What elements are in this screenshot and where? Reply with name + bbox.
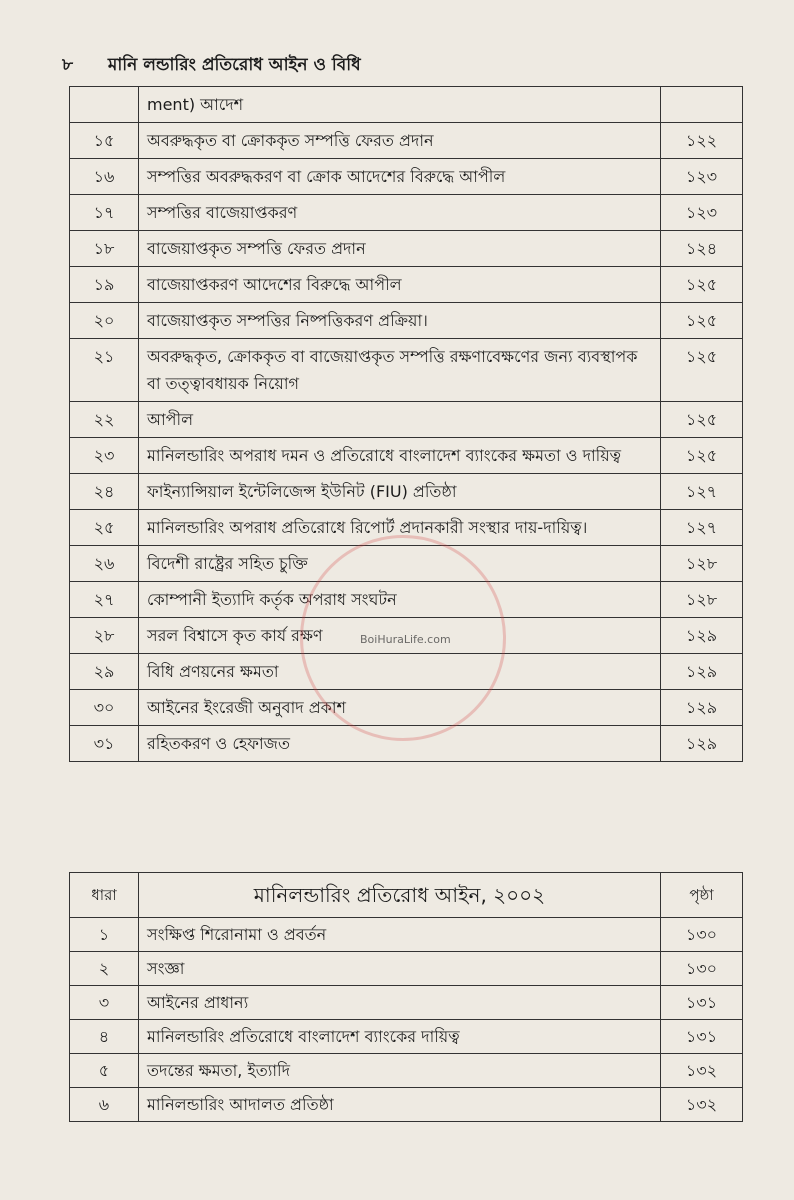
toc-table-act-2002: [69, 872, 743, 1122]
page-number-cell: ১৩০: [661, 952, 743, 986]
section-title-cell: আপীল: [139, 402, 661, 438]
section-number-cell: ২৫: [70, 510, 139, 546]
page-number-cell: ১২৮: [661, 582, 743, 618]
section-number-cell: ১৫: [70, 123, 139, 159]
table-row: [70, 1054, 743, 1088]
page-number-cell: ১২৯: [661, 726, 743, 762]
section-title-cell: বাজেয়াপ্তকরণ আদেশের বিরুদ্ধে আপীল: [139, 267, 661, 303]
section-title-cell: মানিলন্ডারিং প্রতিরোধে বাংলাদেশ ব্যাংকের দায়িত্ব: [139, 1020, 661, 1054]
table-row: [70, 402, 743, 438]
section-number-cell: ৫: [70, 1054, 139, 1088]
section-title-cell: মানিলন্ডারিং অপরাধ প্রতিরোধে রিপোর্ট প্রদানকারী সংস্থার দায়-দায়িত্ব।: [139, 510, 661, 546]
section-title-cell: আইনের প্রাধান্য: [139, 986, 661, 1020]
section-number-cell: ২: [70, 952, 139, 986]
page-number-cell: ১২৯: [661, 654, 743, 690]
section-number-cell: ১৮: [70, 231, 139, 267]
table-row: [70, 231, 743, 267]
table-row: [70, 195, 743, 231]
section-number-cell: ১৭: [70, 195, 139, 231]
page-header: [62, 52, 361, 80]
section-title-cell: অবরুদ্ধকৃত, ক্রোককৃত বা বাজেয়াপ্তকৃত সম্পত্তি রক্ষণাবেক্ষণের জন্য ব্যবস্থাপক বা তত্ত্বাবধায়ক নিয়োগ: [139, 339, 661, 402]
page-number-cell: [661, 87, 743, 123]
table-row: [70, 474, 743, 510]
page-number-cell: ১৩১: [661, 986, 743, 1020]
table-row: [70, 918, 743, 952]
table-row: [70, 1020, 743, 1054]
section-number-cell: ৩: [70, 986, 139, 1020]
section-number-cell: ২০: [70, 303, 139, 339]
page-number-cell: ১২৫: [661, 402, 743, 438]
table-row: [70, 546, 743, 582]
page-number-cell: ১২৭: [661, 510, 743, 546]
act-title: মানিলন্ডারিং প্রতিরোধ আইন, ২০০২: [139, 873, 661, 918]
section-title-cell: বাজেয়াপ্তকৃত সম্পত্তি ফেরত প্রদান: [139, 231, 661, 267]
page-number-cell: ১২৯: [661, 618, 743, 654]
section-title-cell: আইনের ইংরেজী অনুবাদ প্রকাশ: [139, 690, 661, 726]
page-number-cell: ১২৩: [661, 195, 743, 231]
page-number-cell: ১২৫: [661, 303, 743, 339]
page-number-cell: ১২৪: [661, 231, 743, 267]
section-number-cell: ২৯: [70, 654, 139, 690]
section-number-cell: ৩১: [70, 726, 139, 762]
section-number-cell: ১: [70, 918, 139, 952]
section-title-cell: বিধি প্রণয়নের ক্ষমতা: [139, 654, 661, 690]
watermark-text: BoiHuraLife.com: [360, 633, 451, 646]
section-title-cell: কোম্পানী ইত্যাদি কর্তৃক অপরাধ সংঘটন: [139, 582, 661, 618]
column-header-section: ধারা: [70, 873, 139, 918]
page-number-cell: ১২৫: [661, 339, 743, 402]
table-row: [70, 438, 743, 474]
section-title-cell: বিদেশী রাষ্ট্রের সহিত চুক্তি: [139, 546, 661, 582]
table-row: [70, 267, 743, 303]
section-title-cell: তদন্তের ক্ষমতা, ইত্যাদি: [139, 1054, 661, 1088]
section-number-cell: ৩০: [70, 690, 139, 726]
section-number-cell: ২২: [70, 402, 139, 438]
page-number-cell: ১২২: [661, 123, 743, 159]
section-number-cell: ৬: [70, 1088, 139, 1122]
section-number-cell: [70, 87, 139, 123]
table-row: [70, 582, 743, 618]
section-number-cell: ১৯: [70, 267, 139, 303]
section-number-cell: ২৭: [70, 582, 139, 618]
section-title-cell: মানিলন্ডারিং অপরাধ দমন ও প্রতিরোধে বাংলাদেশ ব্যাংকের ক্ষমতা ও দায়িত্ব: [139, 438, 661, 474]
table-row: [70, 87, 743, 123]
section-title-cell: রহিতকরণ ও হেফাজত: [139, 726, 661, 762]
table-row: [70, 726, 743, 762]
table-row: [70, 690, 743, 726]
table-row: [70, 654, 743, 690]
section-number-cell: ১৬: [70, 159, 139, 195]
section-number-cell: ২৬: [70, 546, 139, 582]
running-title: মানি লন্ডারিং প্রতিরোধ আইন ও বিধি: [107, 55, 361, 75]
table-header-row: [70, 873, 743, 918]
page-number: ৮: [62, 55, 74, 75]
page-number-cell: ১৩২: [661, 1088, 743, 1122]
section-title-cell: ment) আদেশ: [139, 87, 661, 123]
section-title-cell: সম্পত্তির বাজেয়াপ্তকরণ: [139, 195, 661, 231]
section-title-cell: মানিলন্ডারিং আদালত প্রতিষ্ঠা: [139, 1088, 661, 1122]
table-row: [70, 952, 743, 986]
section-title-cell: অবরুদ্ধকৃত বা ক্রোককৃত সম্পত্তি ফেরত প্রদান: [139, 123, 661, 159]
section-title-cell: ফাইন্যান্সিয়াল ইন্টেলিজেন্স ইউনিট (FIU) প্রতিষ্ঠা: [139, 474, 661, 510]
page-number-cell: ১২৭: [661, 474, 743, 510]
page-number-cell: ১৩০: [661, 918, 743, 952]
page-number-cell: ১২৮: [661, 546, 743, 582]
section-number-cell: ২১: [70, 339, 139, 402]
table-row: [70, 123, 743, 159]
table-row: [70, 303, 743, 339]
section-title-cell: সরল বিশ্বাসে কৃত কার্য রক্ষণ: [139, 618, 661, 654]
page-number-cell: ১২৫: [661, 267, 743, 303]
section-title-cell: বাজেয়াপ্তকৃত সম্পত্তির নিষ্পত্তিকরণ প্রক্রিয়া।: [139, 303, 661, 339]
page-number-cell: ১২৫: [661, 438, 743, 474]
table-row: [70, 986, 743, 1020]
table-row: [70, 510, 743, 546]
page-number-cell: ১২৯: [661, 690, 743, 726]
table-row: [70, 159, 743, 195]
page-number-cell: ১২৩: [661, 159, 743, 195]
page-number-cell: ১৩১: [661, 1020, 743, 1054]
table-row: [70, 339, 743, 402]
section-title-cell: সংজ্ঞা: [139, 952, 661, 986]
section-number-cell: ২৮: [70, 618, 139, 654]
section-title-cell: সম্পত্তির অবরুদ্ধকরণ বা ক্রোক আদেশের বিরুদ্ধে আপীল: [139, 159, 661, 195]
section-number-cell: ২৪: [70, 474, 139, 510]
section-number-cell: ২৩: [70, 438, 139, 474]
page-number-cell: ১৩২: [661, 1054, 743, 1088]
column-header-page: পৃষ্ঠা: [661, 873, 743, 918]
toc-table-rules-2013: [69, 86, 743, 762]
section-number-cell: ৪: [70, 1020, 139, 1054]
section-title-cell: সংক্ষিপ্ত শিরোনামা ও প্রবর্তন: [139, 918, 661, 952]
table-row: [70, 1088, 743, 1122]
